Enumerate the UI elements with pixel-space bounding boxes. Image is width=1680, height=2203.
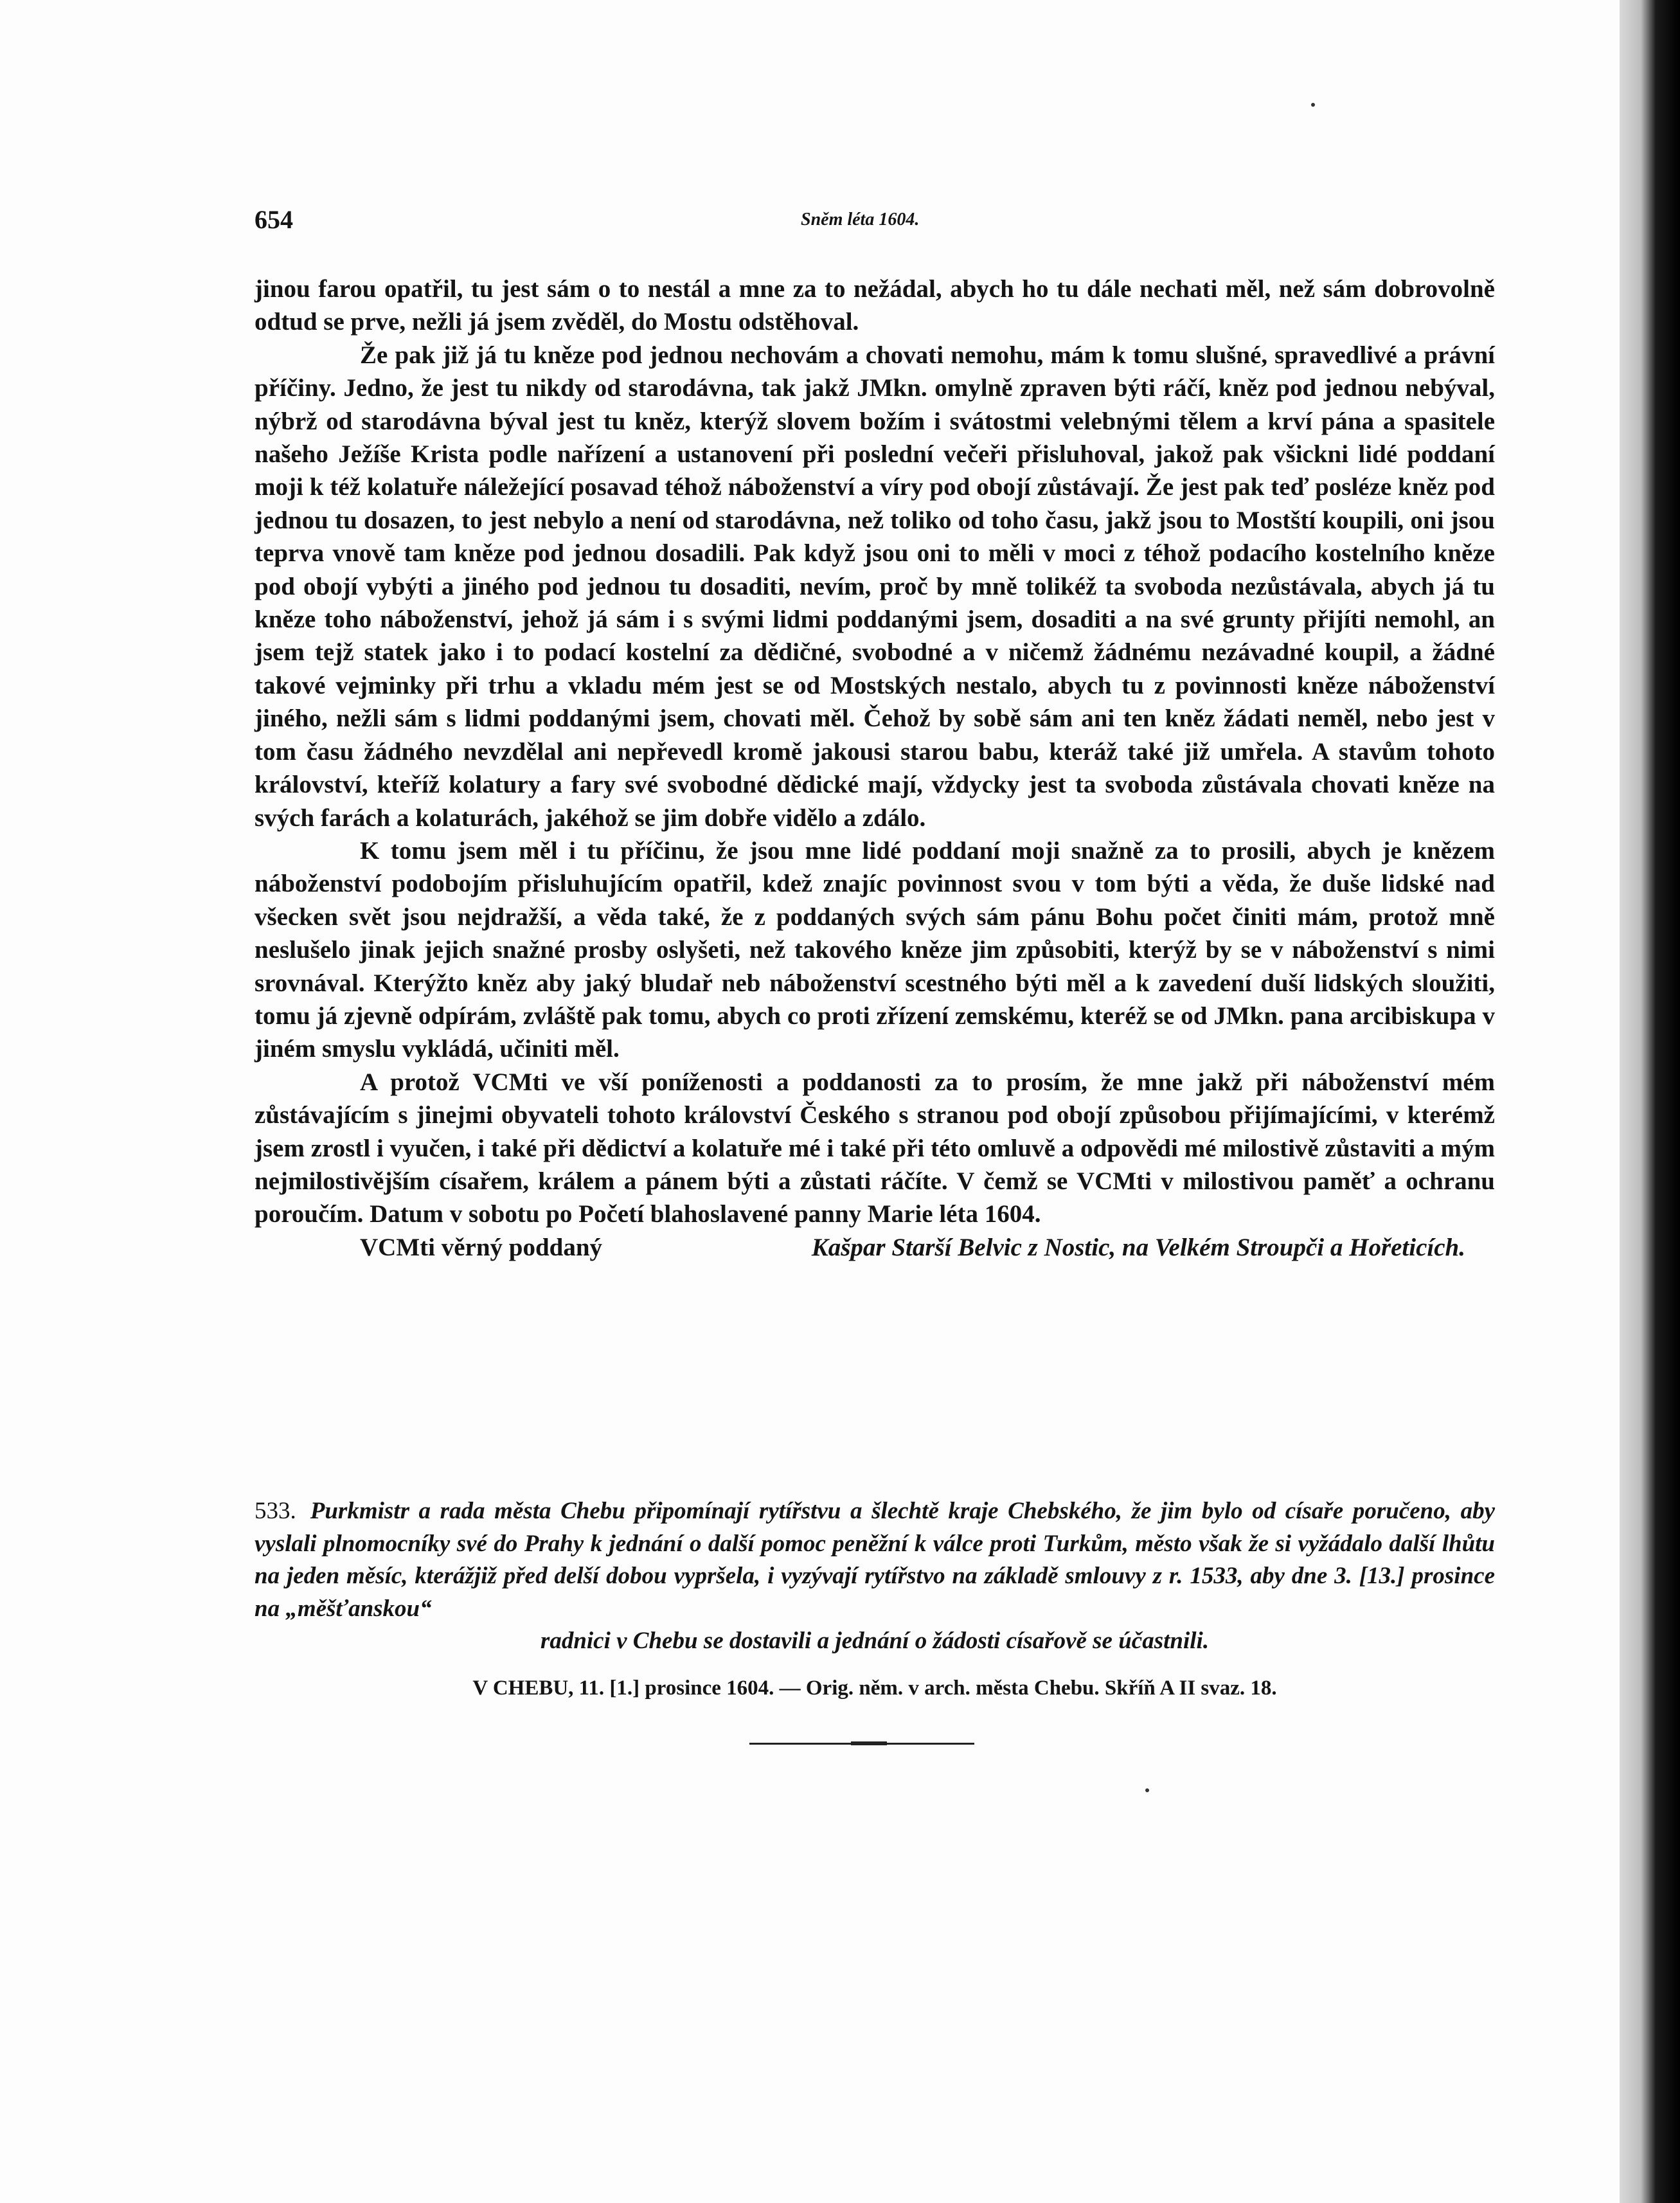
scan-speck <box>1145 1788 1149 1792</box>
signature-line <box>255 1231 1495 1264</box>
paragraph-2: Že pak již já tu kněze pod jednou nechovám a chovati nemohu, mám k tomu slušné, spravedlivé a právní příčiny. Jedno, že jest tu nikdy od starodávna, tak jakž JMkn. omylně zpraven býti ráčí, kněz pod jednou nebýval, nýbrž od starodávna býval jest tu kněz, kterýž slovem božím i svátostmi velebnými tělem a krví pána a spasitele našeho Ježíše Krista podle nařízení a ustanovení při poslední večeři přisluhoval, jakož pak všickni lidé poddaní moji k též kolatuře náležející posavad téhož náboženství a víry pod obojí zůstávají. Že jest pak teď posléze kněz pod jednou tu dosazen, to jest nebylo a není od starodávna, než toliko od toho času, jakž jsou to Mostští koupili, oni jsou teprva vnově tam kněze pod jednou dosadili. Pak když jsou oni to měli v moci z téhož podacího kostelního kněze pod obojí vybýti a jiného pod jednou tu dosaditi, nevím, proč by mně tolikéž ta svoboda nezůstávala, abych já tu kněze toho náboženství, jehož já sám i s svými lidmi poddanými jsem, dosaditi a na své grunty přijíti nemohl, an jsem tejž statek jako i to podací kostelní za dědičné, svobodné a v ničemž žádnému nezávadné koupil, a žádné takové vejminky při trhu a vkladu mém jest se od Mostských nestalo, abych tu z povinnosti kněze náboženství jiného, nežli sám s lidmi poddanými jsem, chovati měl. Čehož by sobě sám ani ten kněz žádati neměl, nebo jest v tom času žádného nevzdělal ani nepřevedl kromě jakousi starou babu, kteráž také již umřela. A stavům tohoto království, kteříž kolatury a fary své svobodné dědické mají, vždycky jest ta svoboda zůstávala chovati kněze na svých farách a kolaturách, jakéhož se jim dobře vidělo a zdálo. <box>255 341 1495 832</box>
page-header <box>255 204 1495 243</box>
regest-tail: radnici v Chebu se dostavili a jednání o žádosti císařově se účastnili. <box>540 1628 1210 1654</box>
letter-body <box>255 273 1495 1264</box>
signature-name: Kašpar Starší Belvic z Nostic, na Velkém Stroupči a Hořeticích. <box>811 1233 1465 1261</box>
document-regest <box>255 1495 1495 1658</box>
end-rule-right <box>887 1743 974 1745</box>
regest-text: Purkmistr a rada města Chebu připomínají rytířstvu a šlechtě kraje Chebského, že jim bylo od císaře poručeno, aby vyslali plnomocníky své do Prahy k jednání o další pomoc peněžní k válce proti Turkům, město však že si vyžádalo další lhůtu na jeden měsíc, kterážjiž před delší dobou vypršela, i vyzývají rytířstvo na základě smlouvy z r. 1533, aby dne 3. [13.] prosince na „měšťanskou“ <box>255 1498 1495 1622</box>
scan-border <box>1620 0 1680 2203</box>
paragraph-3: K tomu jsem měl i tu příčinu, že jsou mne lidé poddaní moji snažně za to prosili, abych je knězem náboženství podobojím přisluhujícím opatřil, kdež znajíc povinnost svou v tom býti a věda, že duše lidské nad všecken svět jsou nejdražší, a věda také, že z poddaných svých sám pánu Bohu počet činiti mám, protož mně neslušelo jinak jejich snažné prosby oslyšeti, než takového kněze jim způsobiti, kterýž by se v náboženství s nimi srovnával. Kterýžto kněz aby jaký bludař neb náboženství scestného býti měl a k zavedení duší lidských sloužiti, tomu já zjevně odpírám, zvláště pak tomu, abych co proti zřízení zemskému, kteréž se od JMkn. pana arcibiskupa v jiném smyslu vykládá, učiniti měl. <box>255 836 1495 1063</box>
paragraph-1: jinou farou opatřil, tu jest sám o to nestál a mne za to nežádal, abych ho tu dále nechati měl, než sám dobrovolně odtud se prve, nežli já jsem zvěděl, do Mostu odstěhoval. <box>255 275 1495 336</box>
end-rule-left <box>749 1743 851 1745</box>
page-number: 654 <box>255 205 293 234</box>
paragraph-4: A protož VCMti ve vší poníženosti a poddanosti za to prosím, že mne jakž při náboženství mém zůstávajícím s jinejmi obyvateli tohoto království Českého s stranou pod obojí způsobou přijímajícími, v kterémž jsem zrostl i vyučen, i také při dědictví a kolatuře mé i také při této omluvě a odpovědi mé milostivě zůstaviti a mým nejmilostivějším císařem, králem a pánem býti a zůstati ráčíte. V čemž se VCMti v milostivou paměť a ochranu poroučím. Datum v sobotu po Početí blahoslavené panny Marie léta 1604. <box>255 1068 1495 1228</box>
source-citation: V CHEBU, 11. [1.] prosince 1604. — Orig. něm. v arch. města Chebu. Skříň A II svaz. 18. <box>472 1677 1277 1700</box>
signature-greeting: VCMti věrný poddaný <box>360 1233 603 1261</box>
scan-speck <box>1311 103 1315 107</box>
end-rule-center <box>851 1741 887 1745</box>
regest-number: 533. <box>255 1498 296 1524</box>
running-title: Sněm léta 1604. <box>801 210 920 229</box>
